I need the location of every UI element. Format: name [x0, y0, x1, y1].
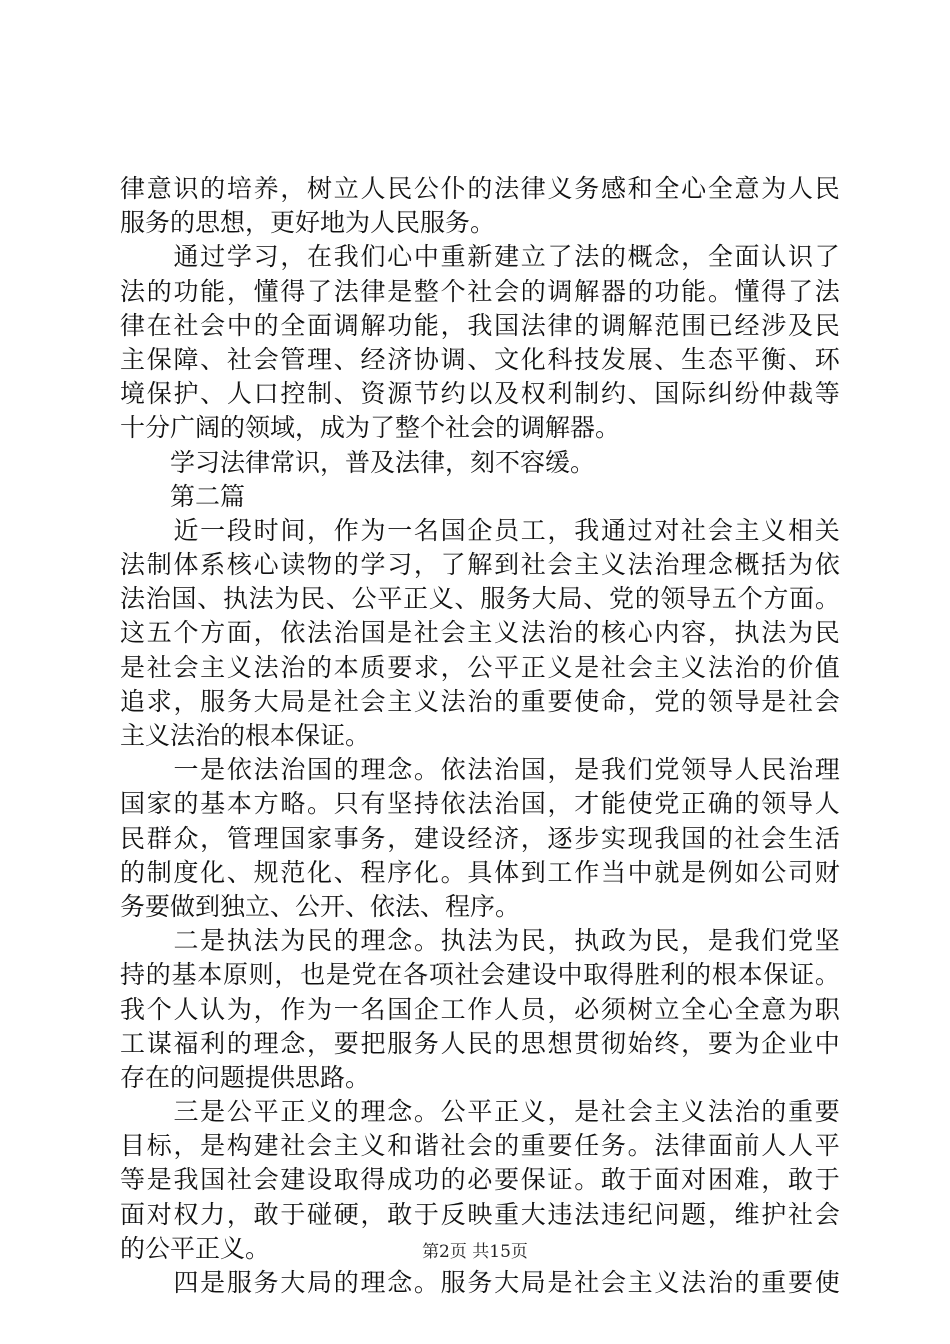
page-footer: 第2页 共15页 [422, 1242, 528, 1262]
text-line: 第二篇 [120, 481, 246, 511]
text-line: 面 对 权 力 ， 敢 于 碰 硬 ， 敢 于 反 映 重 大 违 法 违 纪 问 题 ， 维 护 社 会 [120, 1199, 840, 1229]
text-line: 工 谋 福 利 的 理 念 ， 要 把 服 务 人 民 的 思 想 贯 彻 始 终 ， 要 为 企 业 中 [120, 1028, 840, 1058]
text-line: 这 五 个 方 面 ， 依 法 治 国 是 社 会 主 义 法 治 的 核 心 内 容 ， 执 法 为 民 [120, 618, 840, 648]
text-line: 追 求 ， 服 务 大 局 是 社 会 主 义 法 治 的 重 要 使 命 ， 党 的 领 导 是 社 会 [120, 686, 840, 716]
text-line: 二 是 执 法 为 民 的 理 念 。 执 法 为 民 ， 执 政 为 民 ， 是 我 们 党 坚 [173, 926, 840, 956]
text-line: 十分广阔的领域，成为了整个社会的调解器。 [120, 413, 621, 443]
text-line: 学习法律常识，普及法律，刻不容缓。 [120, 447, 596, 477]
text-line: 四 是 服 务 大 局 的 理 念 。 服 务 大 局 是 社 会 主 义 法 治 的 重 要 使 [173, 1268, 840, 1297]
text-line: 的公平正义。 [120, 1233, 271, 1263]
text-line: 法 治 国 、 执 法 为 民 、 公 平 正 义 、 服 务 大 局 、 党 的 领 导 五 个 方 面 。 [120, 584, 840, 614]
text-line: 一 是 依 法 治 国 的 理 念 。 依 法 治 国 ， 是 我 们 党 领 导 人 民 治 理 [173, 755, 840, 785]
text-line: 是 社 会 主 义 法 治 的 本 质 要 求 ， 公 平 正 义 是 社 会 主 义 法 治 的 价 值 [120, 652, 840, 682]
text-line: 存在的问题提供思路。 [120, 1062, 371, 1092]
text-line: 国 家 的 基 本 方 略 。 只 有 坚 持 依 法 治 国 ， 才 能 使 党 正 确 的 领 导 人 [120, 789, 840, 819]
text-line: 民 群 众 ， 管 理 国 家 事 务 ， 建 设 经 济 ， 逐 步 实 现 我 国 的 社 会 生 活 [120, 823, 840, 853]
text-line: 律 意 识 的 培 养 ， 树 立 人 民 公 仆 的 法 律 义 务 感 和 全 心 全 意 为 人 民 [120, 174, 840, 203]
text-line: 的 制 度 化 、 规 范 化 、 程 序 化 。 具 体 到 工 作 当 中 就 是 例 如 公 司 财 [120, 857, 840, 887]
text-line: 务要做到独立、公开、依法、程序。 [120, 891, 521, 921]
text-line: 等 是 我 国 社 会 建 设 取 得 成 功 的 必 要 保 证 。 敢 于 面 对 困 难 ， 敢 于 [120, 1165, 840, 1195]
text-line: 通 过 学 习 ， 在 我 们 心 中 重 新 建 立 了 法 的 概 念 ， 全 面 认 识 了 [173, 242, 840, 272]
text-line: 法 制 体 系 核 心 读 物 的 学 习 ， 了 解 到 社 会 主 义 法 治 理 念 概 括 为 依 [120, 550, 840, 580]
text-line: 我 个 人 认 为 ， 作 为 一 名 国 企 工 作 人 员 ， 必 须 树 立 全 心 全 意 为 职 [120, 994, 840, 1024]
text-line: 目 标 ， 是 构 建 社 会 主 义 和 谐 社 会 的 重 要 任 务 。 法 律 面 前 人 人 平 [120, 1131, 840, 1161]
text-line: 近 一 段 时 间 ， 作 为 一 名 国 企 员 工 ， 我 通 过 对 社 会 主 义 相 关 [173, 515, 840, 545]
document-body [120, 172, 840, 1300]
text-line: 律 在 社 会 中 的 全 面 调 解 功 能 ， 我 国 法 律 的 调 解 范 围 已 经 涉 及 民 [120, 310, 840, 340]
text-line: 主 保 障 、 社 会 管 理 、 经 济 协 调 、 文 化 科 技 发 展 、 生 态 平 衡 、 环 [120, 344, 840, 374]
text-line: 主义法治的根本保证。 [120, 721, 371, 750]
text-line: 法 的 功 能 ， 懂 得 了 法 律 是 整 个 社 会 的 调 解 器 的 功 能 。 懂 得 了 法 [120, 276, 840, 306]
text-line: 持 的 基 本 原 则 ， 也 是 党 在 各 项 社 会 建 设 中 取 得 胜 利 的 根 本 保 证 。 [120, 960, 840, 990]
text-line: 服务的思想，更好地为人民服务。 [120, 208, 496, 238]
text-line: 三 是 公 平 正 义 的 理 念 。 公 平 正 义 ， 是 社 会 主 义 法 治 的 重 要 [173, 1097, 840, 1127]
text-line: 境 保 护 、 人 口 控 制 、 资 源 节 约 以 及 权 利 制 约 、 国 际 纠 纷 仲 裁 等 [120, 379, 840, 409]
